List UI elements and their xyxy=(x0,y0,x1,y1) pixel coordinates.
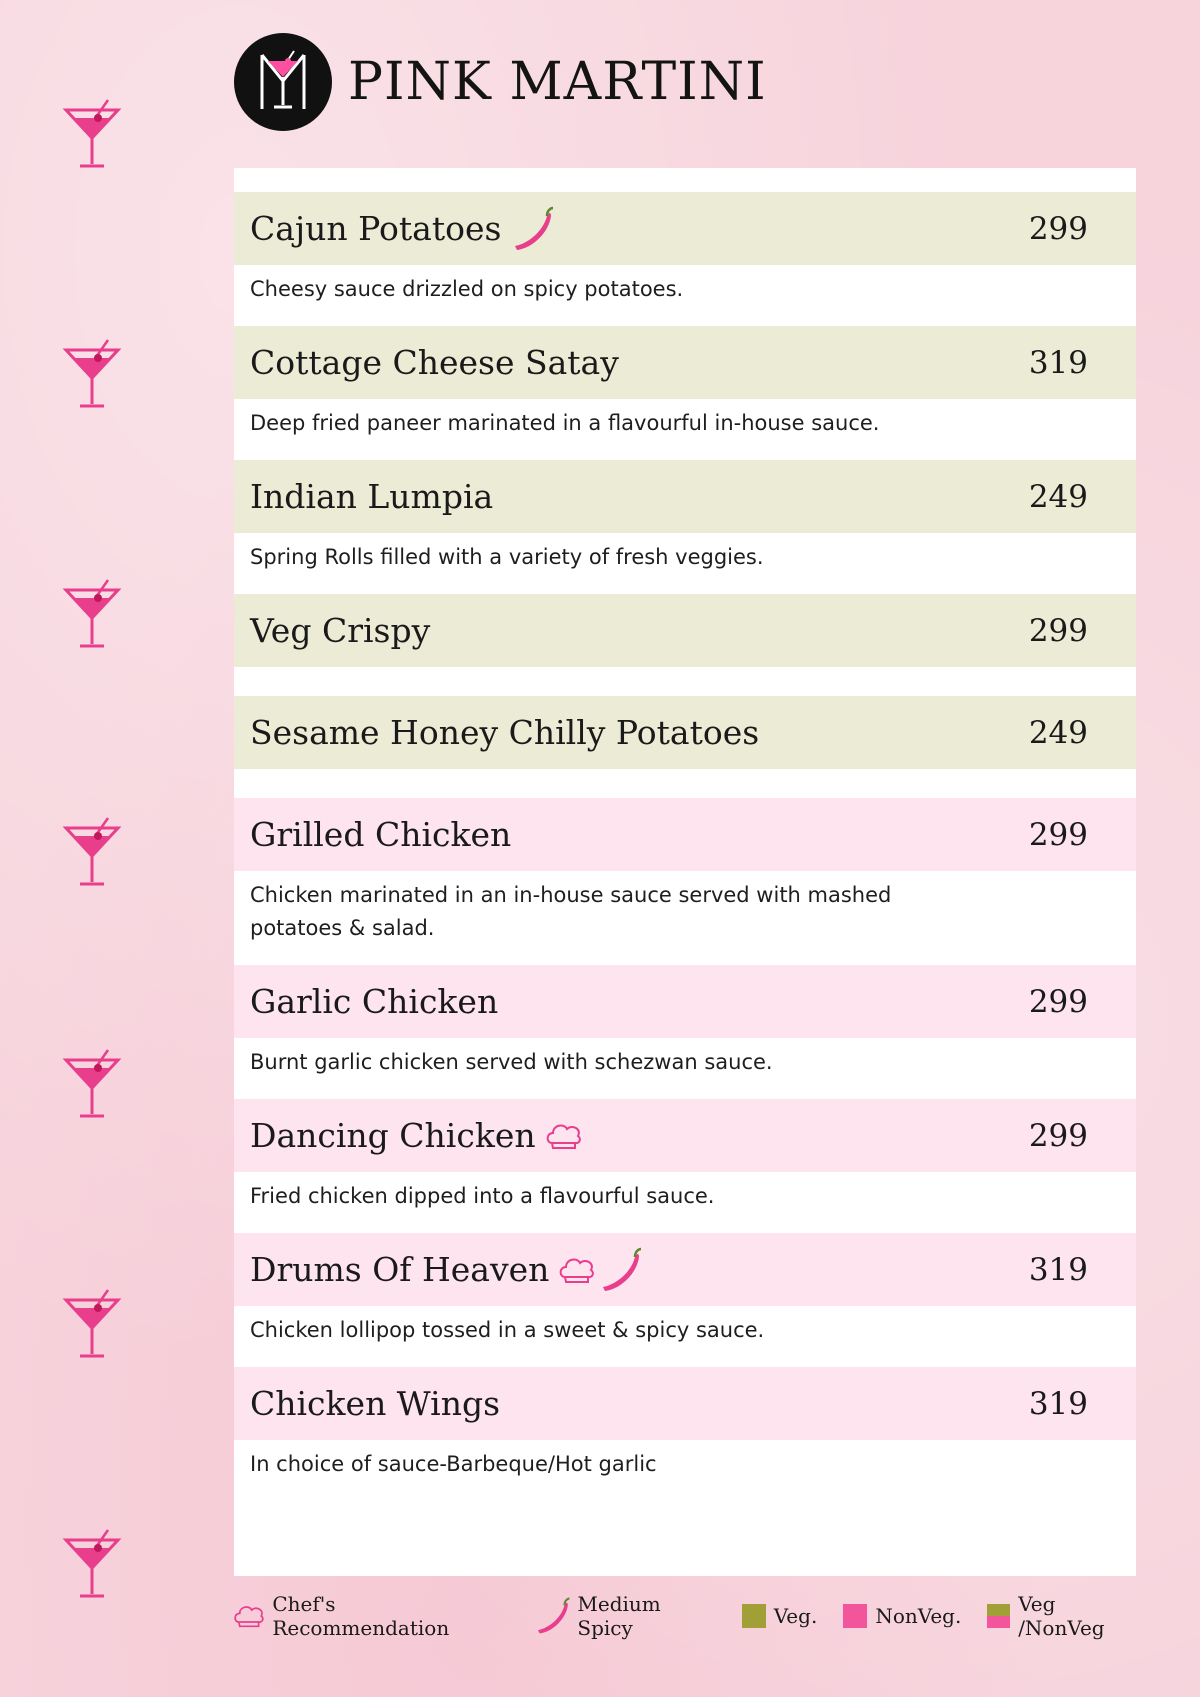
legend-chef: Chef's Recommendation xyxy=(232,1592,507,1640)
menu-item xyxy=(234,1099,1136,1213)
item-description: Burnt garlic chicken served with schezwan sauce. xyxy=(250,1050,773,1074)
item-name: Chicken Wings xyxy=(250,1384,501,1423)
item-header xyxy=(234,965,1136,1038)
header xyxy=(234,32,767,132)
item-header xyxy=(234,1099,1136,1172)
item-header xyxy=(234,1233,1136,1306)
item-description: Cheesy sauce drizzled on spicy potatoes. xyxy=(250,277,684,301)
item-name: Garlic Chicken xyxy=(250,982,499,1021)
menu-item xyxy=(234,1233,1136,1347)
item-price: 299 xyxy=(1028,1117,1088,1154)
martini-glass-icon xyxy=(62,578,122,650)
chili-icon xyxy=(597,1247,643,1293)
item-description: Fried chicken dipped into a flavourful sauce. xyxy=(250,1184,715,1208)
menu-item xyxy=(234,326,1136,440)
item-name: Dancing Chicken xyxy=(250,1116,584,1155)
menu-item xyxy=(234,798,1136,945)
nonveg-swatch xyxy=(843,1604,867,1628)
item-header xyxy=(234,594,1136,667)
martini-glass-icon xyxy=(62,98,122,170)
veg-swatch xyxy=(742,1604,766,1628)
logo xyxy=(234,33,332,131)
legend-spicy: Medium Spicy xyxy=(533,1592,715,1640)
item-description: Chicken marinated in an in-house sauce served with mashed potatoes & salad. xyxy=(250,883,892,940)
menu-item xyxy=(234,460,1136,574)
martini-glass-icon xyxy=(62,1048,122,1120)
menu-panel xyxy=(234,168,1136,1576)
martini-glass-icon xyxy=(62,816,122,888)
item-name: Cottage Cheese Satay xyxy=(250,343,619,382)
item-header xyxy=(234,192,1136,265)
chili-icon xyxy=(533,1594,571,1638)
martini-glass-icon xyxy=(62,1288,122,1360)
item-header xyxy=(234,1367,1136,1440)
item-description: Spring Rolls filled with a variety of fresh veggies. xyxy=(250,545,764,569)
item-name: Drums Of Heaven xyxy=(250,1247,643,1293)
item-price: 299 xyxy=(1028,983,1088,1020)
item-header xyxy=(234,696,1136,769)
item-price: 319 xyxy=(1028,1251,1088,1288)
item-name: Cajun Potatoes xyxy=(250,206,555,252)
item-name: Indian Lumpia xyxy=(250,477,494,516)
menu-item xyxy=(234,594,1136,667)
menu-item xyxy=(234,192,1136,306)
martini-glass-icon xyxy=(62,338,122,410)
item-price: 319 xyxy=(1028,344,1088,381)
item-name: Sesame Honey Chilly Potatoes xyxy=(250,713,760,752)
martini-glass-icon xyxy=(62,1528,122,1600)
item-header xyxy=(234,460,1136,533)
item-name: Veg Crispy xyxy=(250,611,431,650)
mixed-swatch xyxy=(987,1604,1010,1628)
legend-mixed: Veg /NonVeg xyxy=(987,1592,1142,1640)
item-price: 319 xyxy=(1028,1385,1088,1422)
item-price: 249 xyxy=(1028,478,1088,515)
item-description: Deep fried paneer marinated in a flavourful in-house sauce. xyxy=(250,411,880,435)
brand-title: PINK MARTINI xyxy=(348,52,767,112)
item-header xyxy=(234,326,1136,399)
item-price: 249 xyxy=(1028,714,1088,751)
item-description: Chicken lollipop tossed in a sweet & spicy sauce. xyxy=(250,1318,765,1342)
legend-veg: Veg. xyxy=(742,1604,818,1628)
chef-hat-icon xyxy=(544,1121,584,1151)
item-description: In choice of sauce-Barbeque/Hot garlic xyxy=(250,1452,657,1476)
item-price: 299 xyxy=(1028,816,1088,853)
menu-item xyxy=(234,696,1136,769)
item-header xyxy=(234,798,1136,871)
menu-item xyxy=(234,965,1136,1079)
chef-hat-icon xyxy=(557,1255,597,1285)
menu-item xyxy=(234,1367,1136,1481)
legend xyxy=(232,1594,1142,1638)
chef-hat-icon xyxy=(232,1603,266,1629)
item-price: 299 xyxy=(1028,210,1088,247)
legend-nonveg: NonVeg. xyxy=(843,1604,961,1628)
chili-icon xyxy=(509,206,555,252)
item-name: Grilled Chicken xyxy=(250,815,512,854)
item-price: 299 xyxy=(1028,612,1088,649)
logo-martini-icon xyxy=(248,47,318,117)
